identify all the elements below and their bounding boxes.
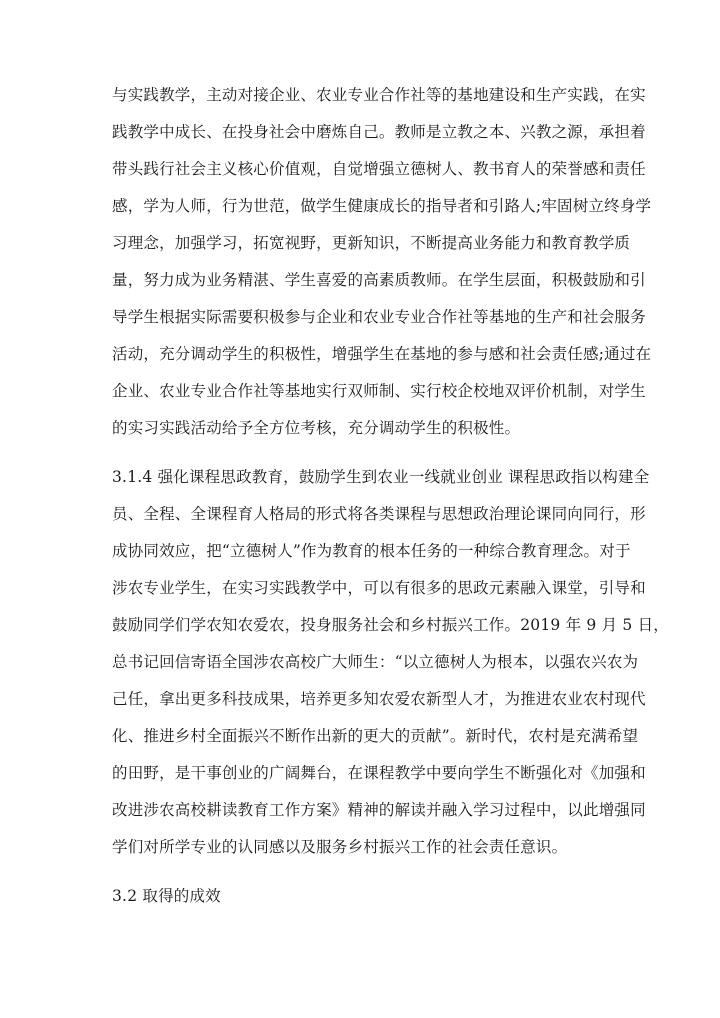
text-line: 感，学为人师，行为世范，做学生健康成长的指导者和引路人;牢固树立终身学	[112, 197, 652, 215]
text-line: 量，努力成为业务精湛、学生喜爱的高素质教师。在学生层面，积极鼓励和引	[112, 271, 646, 289]
text-line: 己任，拿出更多科技成果，培养更多知农爱农新型人才，为推进农业农村现代	[112, 690, 646, 708]
text-line: 总书记回信寄语全国涉农高校广大师生：“以立德树人为根本，以强农兴农为	[112, 653, 639, 671]
text-line: 成协同效应，把“立德树人”作为教育的根本任务的一种综合教育理念。对于	[112, 542, 631, 560]
text-line: 涉农专业学生，在实习实践教学中，可以有很多的思政元素融入课堂，引导和	[112, 579, 646, 597]
text-line: 员、全程、全课程育人格局的形式将各类课程与思想政治理论课同向同行，形	[112, 505, 646, 523]
text-line: 化、推进乡村全面振兴不断作出新的更大的贡献”。新时代，农村是充满希望	[112, 727, 639, 745]
text-line: 的田野，是干事创业的广阔舞台，在课程教学中要向学生不断强化对《加强和	[112, 764, 646, 782]
text-line: 导学生根据实际需要积极参与企业和农业专业合作社等基地的生产和社会服务	[112, 308, 646, 326]
text-line: 学们对所学专业的认同感以及服务乡村振兴工作的社会责任意识。	[112, 838, 568, 856]
text-line: 企业、农业专业合作社等基地实行双师制、实行校企校地双评价机制，对学生	[112, 382, 646, 400]
text-line: 鼓励同学们学农知农爱农，投身服务社会和乡村振兴工作。2019 年 9 月 5 日，	[112, 616, 670, 634]
section-heading-line: 3.1.4 强化课程思政教育，鼓励学生到农业一线就业创业 课程思政指以构建全	[112, 468, 650, 486]
text-line: 习理念，加强学习，拓宽视野，更新知识，不断提高业务能力和教育教学质	[112, 234, 631, 252]
text-line: 与实践教学，主动对接企业、农业专业合作社等的基地建设和生产实践，在实	[112, 86, 646, 104]
section-heading: 3.2 取得的成效	[112, 887, 221, 905]
text-line: 改进涉农高校耕读教育工作方案》精神的解读并融入学习过程中，以此增强同	[112, 801, 646, 819]
text-line: 践教学中成长、在投身社会中磨炼自己。教师是立教之本、兴教之源，承担着	[112, 123, 646, 141]
text-line: 带头践行社会主义核心价值观，自觉增强立德树人、教书育人的荣誉感和责任	[112, 160, 646, 178]
text-line: 的实习实践活动给予全方位考核，充分调动学生的积极性。	[112, 419, 521, 437]
text-line: 活动，充分调动学生的积极性，增强学生在基地的参与感和社会责任感;通过在	[112, 345, 652, 363]
